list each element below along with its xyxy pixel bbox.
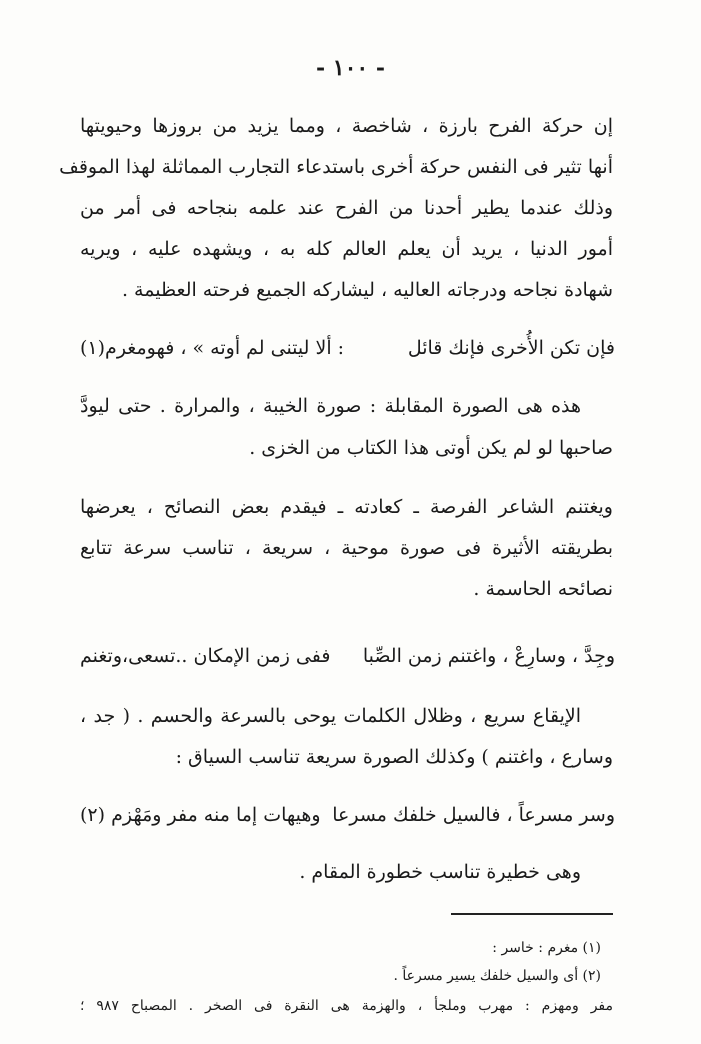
paragraph1-line1: إن حركة الفرح بارزة ، شاخصة ، ومما يزيد من بروزها وحيويتها	[80, 115, 613, 137]
paragraph5-line1: وهى خطيرة تناسب خطورة المقام .	[299, 861, 581, 883]
footnote-2: (٢) أى والسيل خلفك يسير مسرعاً .	[393, 968, 601, 984]
paragraph4-line1: الإيقاع سريع ، وظلال الكلمات يوحى بالسرعة والحسم . ( جد ،	[80, 705, 581, 727]
verse1-hemistich1: فإن تكن الأُخرى فإنك قائل	[407, 337, 615, 359]
paragraph4-line2: وسارع ، واغتنم ) وكذلك الصورة سريعة تناسب السياق :	[175, 746, 613, 768]
paragraph2-line1: هذه هى الصورة المقابلة : صورة الخيبة ، والمرارة . حتى ليودَّ	[80, 395, 581, 417]
paragraph1-line2: أنها تثير فى النفس حركة أخرى باستدعاء التجارب المماثلة لهذا الموقف	[59, 156, 613, 178]
paragraph1-line4: أمور الدنيا ، يريد أن يعلم العالم كله به ، ويشهده عليه ، ويريه	[80, 238, 613, 260]
page-number: - ١٠٠ -	[315, 55, 386, 81]
footnote-separator	[451, 913, 613, 915]
footnote-2-continuation: مفر ومهزم : مهرب وملجأ ، والهزمة هى النقرة فى الصخر . المصباح ٩٨٧ ؛	[80, 998, 613, 1014]
verse2-hemistich2: ففى زمن الإمكان ..تسعى،وتغنم	[80, 645, 331, 667]
verse2-hemistich1: وجِدَّ ، وسارِعْ ، واغتنم زمن الصِّبا	[362, 645, 615, 667]
verse3-hemistich1: وسر مسرعاً ، فالسيل خلفك مسرعا	[332, 804, 615, 826]
paragraph1-line3: وذلك عندما يطير أحدنا من الفرح عند علمه بنجاحه فى أمر من	[80, 197, 613, 219]
verse1-hemistich2: : ألا ليتنى لم أوته » ، فهومغرم(١)	[80, 337, 345, 359]
paragraph2-line2: صاحبها لو لم يكن أوتى هذا الكتاب من الخزى .	[249, 437, 613, 459]
paragraph3-line3: نصائحه الحاسمة .	[473, 578, 613, 600]
paragraph3-line2: بطريقته الأثيرة فى صورة موحية ، سريعة ، تناسب سرعة تتابع	[80, 537, 613, 559]
verse3-hemistich2: وهيهات إما منه مفر ومَهْزم (٢)	[80, 804, 321, 826]
footnote-1: (١) مغرم : خاسر :	[492, 940, 601, 956]
paragraph3-line1: ويغتنم الشاعر الفرصة ـ كعادته ـ فيقدم بعض النصائح ، يعرضها	[80, 496, 613, 518]
paragraph1-line5: شهادة نجاحه ودرجاته العاليه ، ليشاركه الجميع فرحته العظيمة .	[121, 279, 613, 301]
